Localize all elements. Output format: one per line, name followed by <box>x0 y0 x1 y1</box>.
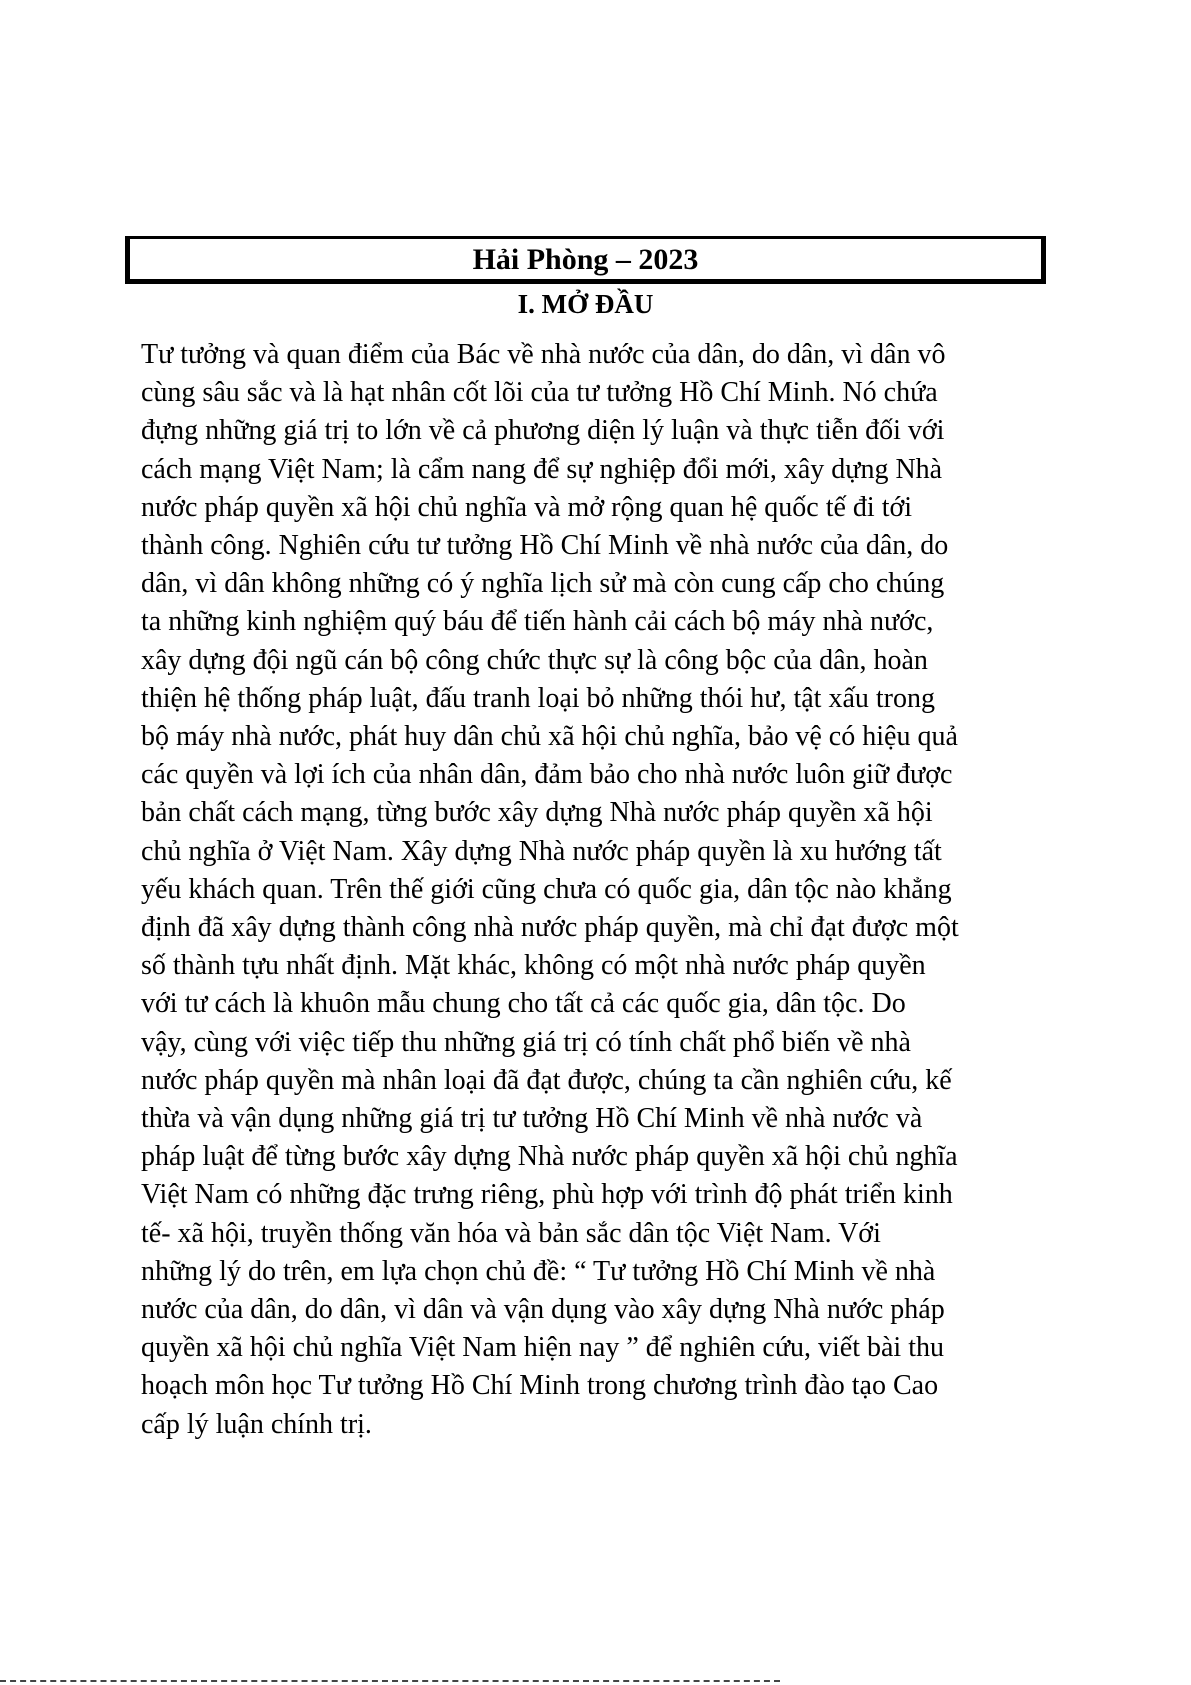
paragraph-line: nước pháp quyền xã hội chủ nghĩa và mở rộng quan hệ quốc tế đi tới <box>141 491 913 523</box>
paragraph-line: cách mạng Việt Nam; là cẩm nang để sự nghiệp đổi mới, xây dựng Nhà <box>141 453 943 485</box>
paragraph-line: yếu khách quan. Trên thế giới cũng chưa có quốc gia, dân tộc nào khẳng <box>141 873 952 905</box>
paragraph-line: Việt Nam có những đặc trưng riêng, phù hợp với trình độ phát triển kinh <box>141 1179 953 1211</box>
paragraph-line: tế- xã hội, truyền thống văn hóa và bản sắc dân tộc Việt Nam. Với <box>141 1217 881 1249</box>
paragraph-line: dân, vì dân không những có ý nghĩa lịch sử mà còn cung cấp cho chúng <box>141 568 945 600</box>
paragraph-line: chủ nghĩa ở Việt Nam. Xây dựng Nhà nước pháp quyền là xu hướng tất <box>141 835 942 867</box>
paragraph-line: định đã xây dựng thành công nhà nước pháp quyền, mà chỉ đạt được một <box>141 912 959 944</box>
page-bottom-divider <box>0 1680 780 1682</box>
paragraph-line: thiện hệ thống pháp luật, đấu tranh loại bỏ những thói hư, tật xấu trong <box>141 682 935 714</box>
paragraph-line: ta những kinh nghiệm quý báu để tiến hành cải cách bộ máy nhà nước, <box>141 606 934 638</box>
title-box <box>125 236 1046 284</box>
body-paragraph <box>141 336 1061 1444</box>
paragraph-line: vậy, cùng với việc tiếp thu những giá trị có tính chất phổ biến về nhà <box>141 1026 911 1058</box>
paragraph-line: xây dựng đội ngũ cán bộ công chức thực sự là công bộc của dân, hoàn <box>141 644 928 676</box>
paragraph-line: nước pháp quyền mà nhân loại đã đạt được, chúng ta cần nghiên cứu, kế <box>141 1064 952 1096</box>
paragraph-line: những lý do trên, em lựa chọn chủ đề: “ Tư tưởng Hồ Chí Minh về nhà <box>141 1255 936 1287</box>
paragraph-line: bản chất cách mạng, từng bước xây dựng Nhà nước pháp quyền xã hội <box>141 797 933 829</box>
paragraph-line: quyền xã hội chủ nghĩa Việt Nam hiện nay ” để nghiên cứu, viết bài thu <box>141 1332 944 1364</box>
paragraph-line: nước của dân, do dân, vì dân và vận dụng vào xây dựng Nhà nước pháp <box>141 1294 945 1326</box>
paragraph-line: cùng sâu sắc và là hạt nhân cốt lõi của tư tưởng Hồ Chí Minh. Nó chứa <box>141 377 938 409</box>
paragraph-line: thành công. Nghiên cứu tư tưởng Hồ Chí Minh về nhà nước của dân, do <box>141 530 949 562</box>
paragraph-line: cấp lý luận chính trị. <box>141 1408 372 1440</box>
paragraph-line: đựng những giá trị to lớn về cả phương diện lý luận và thực tiễn đối với <box>141 415 945 447</box>
paragraph-line: hoạch môn học Tư tưởng Hồ Chí Minh trong chương trình đào tạo Cao <box>141 1370 939 1402</box>
paragraph-line: với tư cách là khuôn mẫu chung cho tất cả các quốc gia, dân tộc. Do <box>141 988 906 1020</box>
paragraph-line: số thành tựu nhất định. Mặt khác, không có một nhà nước pháp quyền <box>141 950 926 982</box>
paragraph-line: Tư tưởng và quan điểm của Bác về nhà nước của dân, do dân, vì dân vô <box>141 339 946 370</box>
paragraph-line: bộ máy nhà nước, phát huy dân chủ xã hội chủ nghĩa, bảo vệ có hiệu quả <box>141 721 958 753</box>
paragraph-line: pháp luật để từng bước xây dựng Nhà nước pháp quyền xã hội chủ nghĩa <box>141 1141 958 1173</box>
paragraph-line: thừa và vận dụng những giá trị tư tưởng Hồ Chí Minh về nhà nước và <box>141 1103 923 1135</box>
page-title: Hải Phòng – 2023 <box>472 243 699 276</box>
paragraph-line: các quyền và lợi ích của nhân dân, đảm bảo cho nhà nước luôn giữ được <box>141 759 953 791</box>
section-heading: I. MỞ ĐẦU <box>517 289 654 319</box>
